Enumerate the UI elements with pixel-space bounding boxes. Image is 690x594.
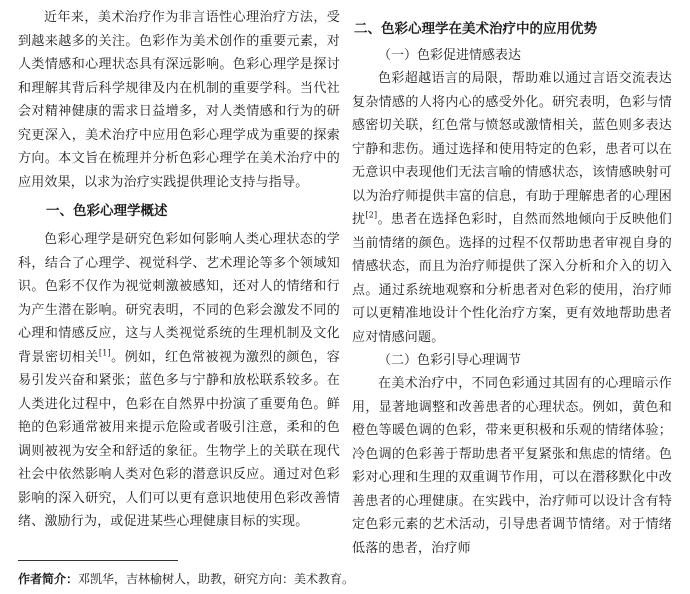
section1-text-b: 。例如，红色常被视为激烈的颜色，容易引发兴奋和紧张；蓝色多与宁静和放松联系较多。在人类进化过程中，色彩在自然界中扮演了重要角色。鲜艳的色彩通常被用来提示危险或者吸引注意，柔和的色调则被视为安全和舒适的象征。生物学上的关联在现代社会中依然影响人类对色彩的潜意识反应。通过对色彩影响的深入研究，人们可以更有意识地使用色彩改善情绪、激励行为，或促进某些心理健康目标的实现。 xyxy=(18,349,340,529)
footnote-text: 邓凯华，吉林榆树人，助教，研究方向：美术教育。 xyxy=(78,572,355,586)
section2-heading: 二、色彩心理学在美术治疗中的应用优势 xyxy=(354,21,597,37)
author-footnote xyxy=(18,570,678,588)
section1-text-a: 色彩心理学是研究色彩如何影响人类心理状态的学科，结合了心理学、视觉科学、艺术理论等多个领域知识。色彩不仅作为视觉刺激被感知，还对人的情绪和行为产生潜在影响。研究表明，不同的色彩会激发不同的心理和情感反应，这与人类视觉系统的生理机制及文化背景密切相关 xyxy=(18,232,340,365)
section1-paragraph xyxy=(18,228,340,534)
subsection1-heading: （一）色彩促进情感表达 xyxy=(378,48,522,63)
right-column xyxy=(352,0,672,560)
footnote-divider xyxy=(18,560,178,561)
left-column xyxy=(18,0,340,534)
sub1-text-b: 。患者在选择色彩时，自然而然地倾向于反映他们当前情绪的颜色。选择的过程不仅帮助患者审视自身的情感状态，而且为治疗师提供了深入分析和介入的切入点。通过系统地观察和分析患者对色彩的使用，治疗师可以更精准地设计个性化治疗方案，更有效地帮助患者应对情感问题。 xyxy=(352,212,673,345)
subsection1-paragraph xyxy=(352,67,672,349)
section1-heading: 一、色彩心理学概述 xyxy=(46,203,168,219)
intro-paragraph: 近年来，美术治疗作为非言语性心理治疗方法，受到越来越多的关注。色彩作为美术创作的重要元素，对人类情感和心理状态具有深远影响。色彩心理学是探讨和理解其背后科学规律及内在机制的重要学科。当代社会对精神健康的需求日益增多，对人类情感和行为的研究更深入，美术治疗中应用色彩心理学成为重要的探索方向。本文旨在梳理并分析色彩心理学在美术治疗中的应用效果，以求为治疗实践提供理论支持与指导。 xyxy=(18,10,340,190)
subsection2-paragraph: 在美术治疗中，不同色彩通过其固有的心理暗示作用，显著地调整和改善患者的心理状态。例如，黄色和橙色等暖色调的色彩，带来更积极和乐观的情绪体验；冷色调的色彩善于帮助患者平复紧张和焦虑的情绪。色彩对心理和生理的双重调节作用，可以在潜移默化中改善患者的心理健康。在实践中，治疗师可以设计含有特定色彩元素的艺术活动，引导患者调节情绪。对于情绪低落的患者，治疗师 xyxy=(352,376,672,556)
subsection2-heading: （二）色彩引导心理调节 xyxy=(378,353,522,368)
citation-ref-1: [1] xyxy=(98,348,111,358)
footnote-label: 作者简介： xyxy=(18,572,79,586)
sub1-text-a: 色彩超越语言的局限，帮助难以通过言语交流表达复杂情感的人将内心的感受外化。研究表明，色彩与情感密切关联，红色常与愤怒或激情相关，蓝色则多表达宁静和悲伤。通过选择和使用特定的色彩，患者可以在无意识中表现他们无法言喻的情感状态，该情感映射可以为治疗师提供丰富的信息，有助于理解患者的心理困扰 xyxy=(352,71,672,227)
citation-ref-2: [2] xyxy=(365,210,378,220)
